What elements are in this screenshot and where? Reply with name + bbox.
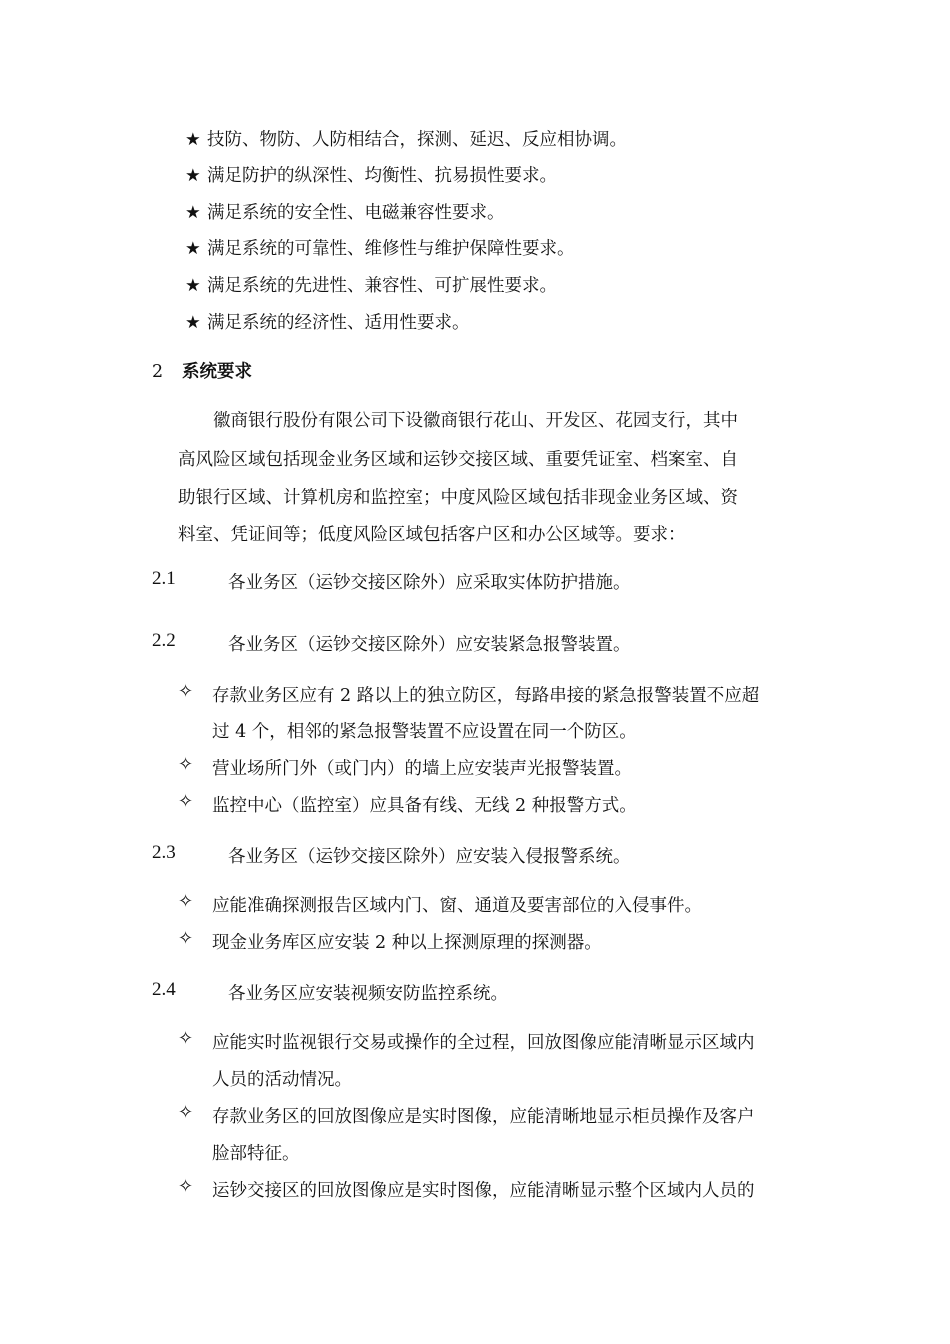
star-icon: ★ xyxy=(185,313,201,333)
star-list-item xyxy=(185,272,557,297)
section-heading xyxy=(152,358,252,383)
star-list-item xyxy=(185,162,557,187)
subsection-number: 2.3 xyxy=(152,842,176,863)
star-icon: ★ xyxy=(185,203,201,223)
paragraph-line: 助银行区域、计算机房和监控室；中度风险区域包括非现金业务区域、资 xyxy=(178,488,738,508)
paragraph-line: 料室、凭证间等；低度风险区域包括客户区和办公区域等。要求： xyxy=(178,525,686,545)
star-list-item xyxy=(185,199,505,224)
bullet-text-continued: 过 4 个，相邻的紧急报警装置不应设置在同一个防区。 xyxy=(212,722,637,742)
subsection-text: 各业务区（运钞交接区除外）应安装紧急报警装置。 xyxy=(228,635,631,655)
star-list-item xyxy=(185,126,627,151)
star-list-item xyxy=(185,309,470,334)
bullet-text-continued: 人员的活动情况。 xyxy=(212,1070,352,1090)
star-icon: ★ xyxy=(185,166,201,186)
star-item-text: 技防、物防、人防相结合，探测、延迟、反应相协调。 xyxy=(207,130,627,150)
bullet-text: 存款业务区应有 2 路以上的独立防区，每路串接的紧急报警装置不应超 xyxy=(212,686,760,706)
bullet-text-continued: 脸部特征。 xyxy=(212,1144,300,1164)
paragraph-line: 徽商银行股份有限公司下设徽商银行花山、开发区、花园支行，其中 xyxy=(178,411,738,431)
subsection-number: 2.2 xyxy=(152,630,176,651)
diamond-bullet-icon: ✧ xyxy=(178,928,194,949)
bullet-text: 应能准确探测报告区域内门、窗、通道及要害部位的入侵事件。 xyxy=(212,896,702,916)
diamond-bullet-icon: ✧ xyxy=(178,891,194,912)
star-item-text: 满足系统的可靠性、维修性与维护保障性要求。 xyxy=(207,239,575,259)
bullet-text: 监控中心（监控室）应具备有线、无线 2 种报警方式。 xyxy=(212,796,637,816)
star-icon: ★ xyxy=(185,130,201,150)
subsection-text: 各业务区（运钞交接区除外）应采取实体防护措施。 xyxy=(228,573,631,593)
bullet-text: 现金业务库区应安装 2 种以上探测原理的探测器。 xyxy=(212,933,602,953)
subsection-text: 各业务区（运钞交接区除外）应安装入侵报警系统。 xyxy=(228,847,631,867)
diamond-bullet-icon: ✧ xyxy=(178,791,194,812)
paragraph-line: 高风险区域包括现金业务区域和运钞交接区域、重要凭证室、档案室、自 xyxy=(178,450,738,470)
subsection-text: 各业务区应安装视频安防监控系统。 xyxy=(228,984,508,1004)
star-item-text: 满足系统的经济性、适用性要求。 xyxy=(207,313,470,333)
section-number: 2 xyxy=(152,362,164,382)
diamond-bullet-icon: ✧ xyxy=(178,754,194,775)
diamond-bullet-icon: ✧ xyxy=(178,1176,194,1197)
star-icon: ★ xyxy=(185,276,201,296)
star-icon: ★ xyxy=(185,239,201,259)
section-title: 系统要求 xyxy=(182,362,252,382)
subsection-number: 2.1 xyxy=(152,568,176,589)
diamond-bullet-icon: ✧ xyxy=(178,1102,194,1123)
bullet-text: 存款业务区的回放图像应是实时图像，应能清晰地显示柜员操作及客户 xyxy=(212,1107,755,1127)
subsection-number: 2.4 xyxy=(152,979,176,1000)
bullet-text: 营业场所门外（或门内）的墙上应安装声光报警装置。 xyxy=(212,759,632,779)
diamond-bullet-icon: ✧ xyxy=(178,681,194,702)
bullet-text: 运钞交接区的回放图像应是实时图像，应能清晰显示整个区域内人员的 xyxy=(212,1181,755,1201)
star-item-text: 满足防护的纵深性、均衡性、抗易损性要求。 xyxy=(207,166,557,186)
bullet-text: 应能实时监视银行交易或操作的全过程，回放图像应能清晰显示区域内 xyxy=(212,1033,755,1053)
star-list-item xyxy=(185,235,575,260)
diamond-bullet-icon: ✧ xyxy=(178,1028,194,1049)
star-item-text: 满足系统的安全性、电磁兼容性要求。 xyxy=(207,203,505,223)
star-item-text: 满足系统的先进性、兼容性、可扩展性要求。 xyxy=(207,276,557,296)
